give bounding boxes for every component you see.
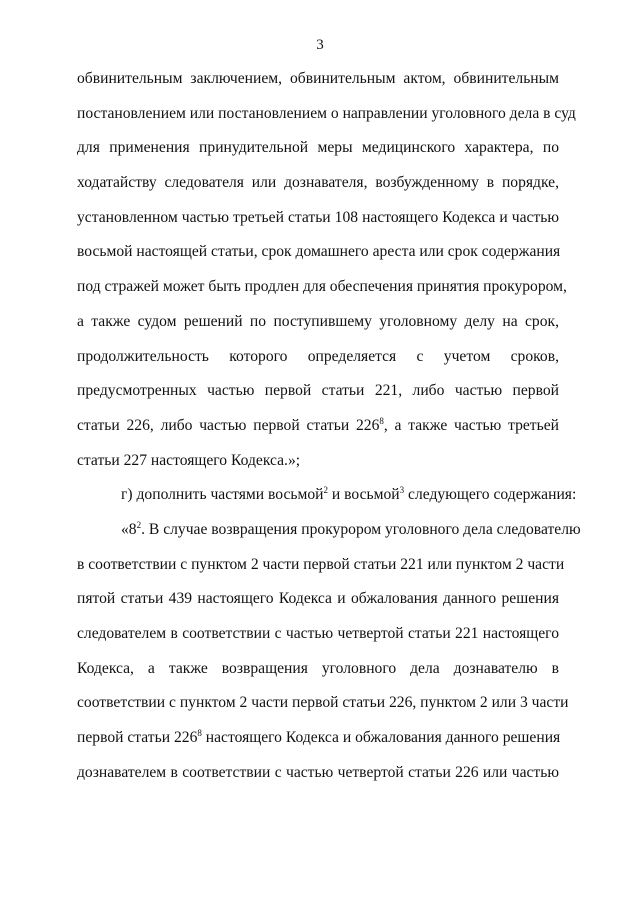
text-line: для применения принудительной меры медицинского характера, по xyxy=(77,139,559,157)
text-line: обвинительным заключением, обвинительным актом, обвинительным xyxy=(77,70,559,87)
text-line: соответствии с пунктом 2 части первой статьи 226, пунктом 2 или 3 части xyxy=(77,694,569,712)
page-number: 3 xyxy=(316,37,324,53)
text-fragment: следующего содержания: xyxy=(404,486,577,504)
text-line: продолжительность которого определяется с учетом сроков, xyxy=(77,347,559,365)
text-fragment: «8 xyxy=(121,520,137,538)
text-line: установленном частью третьей статьи 108 настоящего Кодекса и частью xyxy=(77,208,559,226)
text-fragment: , а также частью третьей xyxy=(383,416,559,434)
text-fragment: г) дополнить частями восьмой xyxy=(121,486,324,504)
text-line: постановлением или постановлением о направлении уголовного дела в суд xyxy=(77,104,576,122)
text-fragment: настоящего Кодекса и обжалования данного решения xyxy=(201,729,561,747)
text-line xyxy=(77,513,581,548)
text-line: ходатайству следователя или дознавателя, возбужденному в порядке, xyxy=(77,174,559,192)
text-line: Кодекса, а также возвращения уголовного дела дознавателю в xyxy=(77,659,559,677)
text-line: а также судом решений по поступившему уголовному делу на срок, xyxy=(77,312,559,330)
superscript: 3 xyxy=(399,485,405,496)
superscript: 2 xyxy=(136,519,142,530)
superscript: 2 xyxy=(323,485,329,496)
text-line: статьи 227 настоящего Кодекса.»; xyxy=(77,451,301,469)
text-line: дознавателем в соответствии с частью четвертой статьи 226 или частью xyxy=(77,763,559,781)
text-line xyxy=(77,721,559,756)
text-line: предусмотренных частью первой статьи 221, либо частью первой xyxy=(77,382,559,400)
superscript: 8 xyxy=(197,727,202,738)
text-fragment: и восьмой xyxy=(328,486,400,504)
body-text xyxy=(77,62,581,790)
text-line xyxy=(77,478,577,513)
text-fragment: статьи 226, либо частью первой статьи 226 xyxy=(77,416,380,434)
text-line: пятой статьи 439 настоящего Кодекса и обжалования данного решения xyxy=(77,590,559,608)
text-line: под стражей может быть продлен для обеспечения принятия прокурором, xyxy=(77,278,567,296)
text-fragment: первой статьи 226 xyxy=(77,729,198,747)
text-line: следователем в соответствии с частью четвертой статьи 221 настоящего xyxy=(77,625,559,642)
text-line: в соответствии с пунктом 2 части первой статьи 221 или пунктом 2 части xyxy=(77,555,565,573)
text-line xyxy=(77,409,559,444)
superscript: 8 xyxy=(379,415,384,426)
text-line: восьмой настоящей статьи, срок домашнего ареста или срок содержания xyxy=(77,243,561,261)
text-fragment: . В случае возвращения прокурором уголовного дела следователю xyxy=(141,520,581,538)
